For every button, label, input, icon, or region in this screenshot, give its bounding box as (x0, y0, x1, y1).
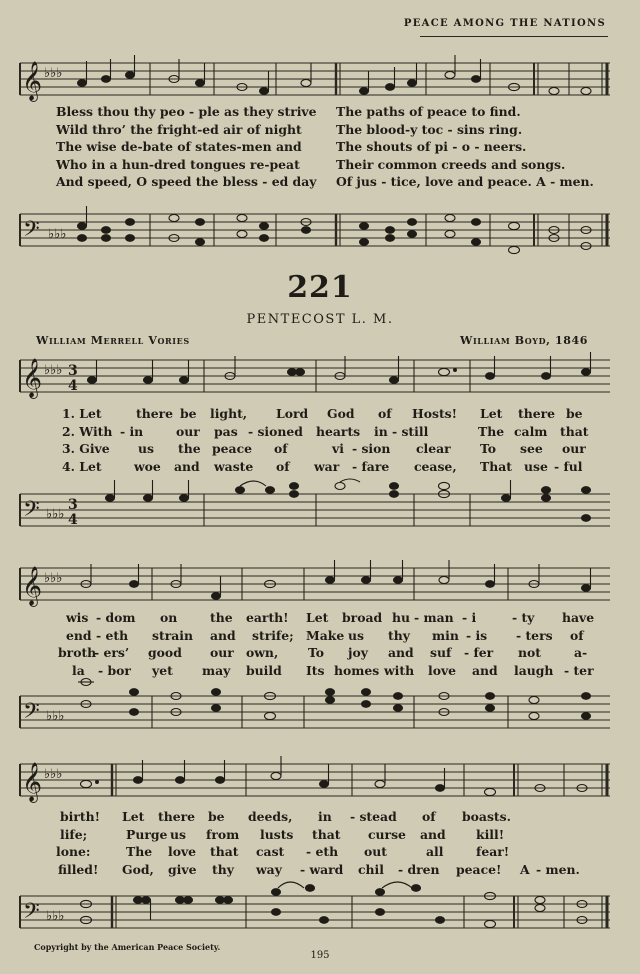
system3-treble-staff (14, 756, 614, 808)
verse-line: end - eth strain and strife; Make us thy min - is - ters of (66, 627, 584, 643)
verse-line: 2. With - in our pas - sioned hearts in - still The calm that (62, 423, 589, 439)
system1-treble-staff (14, 352, 614, 404)
verse-line: 1. Let there be light, Lord God of Hosts! Let there be (62, 406, 583, 421)
time-signature-bottom: 4 (68, 378, 78, 394)
svg-text:♭♭♭: ♭♭♭ (44, 767, 63, 782)
svg-text:𝄢: 𝄢 (23, 699, 40, 729)
system2-bass-staff (14, 680, 614, 740)
prev-bass-staff (14, 200, 614, 260)
system3-bass-staff (14, 876, 614, 938)
lyricist: William Merrell Vories (36, 334, 190, 347)
system3-lyrics (52, 809, 600, 879)
svg-text:𝄢: 𝄢 (23, 899, 40, 929)
system1-bass-staff (14, 478, 614, 538)
running-head: PEACE AMONG THE NATIONS (403, 18, 606, 29)
header-rule (420, 36, 608, 37)
system2-lyrics (52, 610, 600, 680)
hymn-number: 221 (287, 270, 353, 305)
prev-lyrics (56, 104, 604, 192)
svg-text:𝄞: 𝄞 (22, 566, 43, 606)
verse-line: life; Purge us from lusts that curse and kill! (60, 826, 505, 842)
system2-treble-staff (14, 560, 614, 612)
tune-name: PENTECOST L. M. (246, 312, 394, 327)
verse-line: wis - dom on the earth! Let broad hu - man - i - ty have (66, 610, 595, 625)
verse-line: la - bor yet may build Its homes with love and laugh - ter (72, 662, 594, 678)
svg-text:♭♭♭: ♭♭♭ (44, 571, 63, 586)
prev-lyric-line: And speed, O speed the bless - ed day Of jus - tice, love and peace. A - men. (56, 174, 594, 189)
system1-lyrics (52, 406, 600, 476)
svg-text:♭♭♭: ♭♭♭ (46, 909, 65, 924)
svg-text:𝄞: 𝄞 (22, 358, 43, 398)
verse-line: lone: The love that cast - eth out all fear! (56, 844, 510, 859)
svg-text:𝄢: 𝄢 (23, 497, 40, 527)
time-signature-top: 3 (68, 363, 78, 379)
svg-text:𝄞: 𝄞 (22, 762, 43, 802)
prev-lyric-line: The wise de-bate of states-men and The shouts of pi - o - neers. (56, 139, 527, 154)
verse-line: birth! Let there be deeds, in - stead of boasts. (60, 809, 511, 824)
svg-text:4: 4 (68, 512, 78, 528)
svg-text:♭♭♭: ♭♭♭ (46, 709, 65, 724)
prev-lyric-line: Wild thro’ the fright-ed air of night The blood-y toc - sins ring. (56, 121, 523, 137)
svg-text:♭♭♭: ♭♭♭ (44, 363, 63, 378)
svg-text:♭♭♭: ♭♭♭ (46, 507, 65, 522)
verse-line: broth - ers’ good our own, To joy and suf - fer not a- (58, 645, 588, 660)
svg-text:♭♭♭: ♭♭♭ (44, 66, 63, 81)
page-number: 195 (310, 950, 330, 961)
svg-text:♭♭♭: ♭♭♭ (48, 227, 67, 242)
copyright-notice: Copyright by the American Peace Society. (34, 942, 221, 952)
verse-line: filled! God, give thy way - ward chil - dren peace! A - men. (58, 861, 580, 877)
svg-text:𝄞: 𝄞 (22, 61, 43, 101)
svg-text:3: 3 (68, 497, 78, 513)
prev-lyric-line: Who in a hun-dred tongues re-peat Their common creeds and songs. (56, 156, 566, 172)
prev-lyric-line: Bless thou thy peo - ple as they strive The paths of peace to find. (56, 104, 521, 119)
verse-line: 4. Let woe and waste of war - fare cease, That use - ful (62, 458, 583, 474)
composer: William Boyd, 1846 (460, 334, 588, 347)
verse-line: 3. Give us the peace of vi - sion clear To see our (62, 441, 586, 456)
svg-text:𝄢: 𝄢 (23, 217, 40, 247)
